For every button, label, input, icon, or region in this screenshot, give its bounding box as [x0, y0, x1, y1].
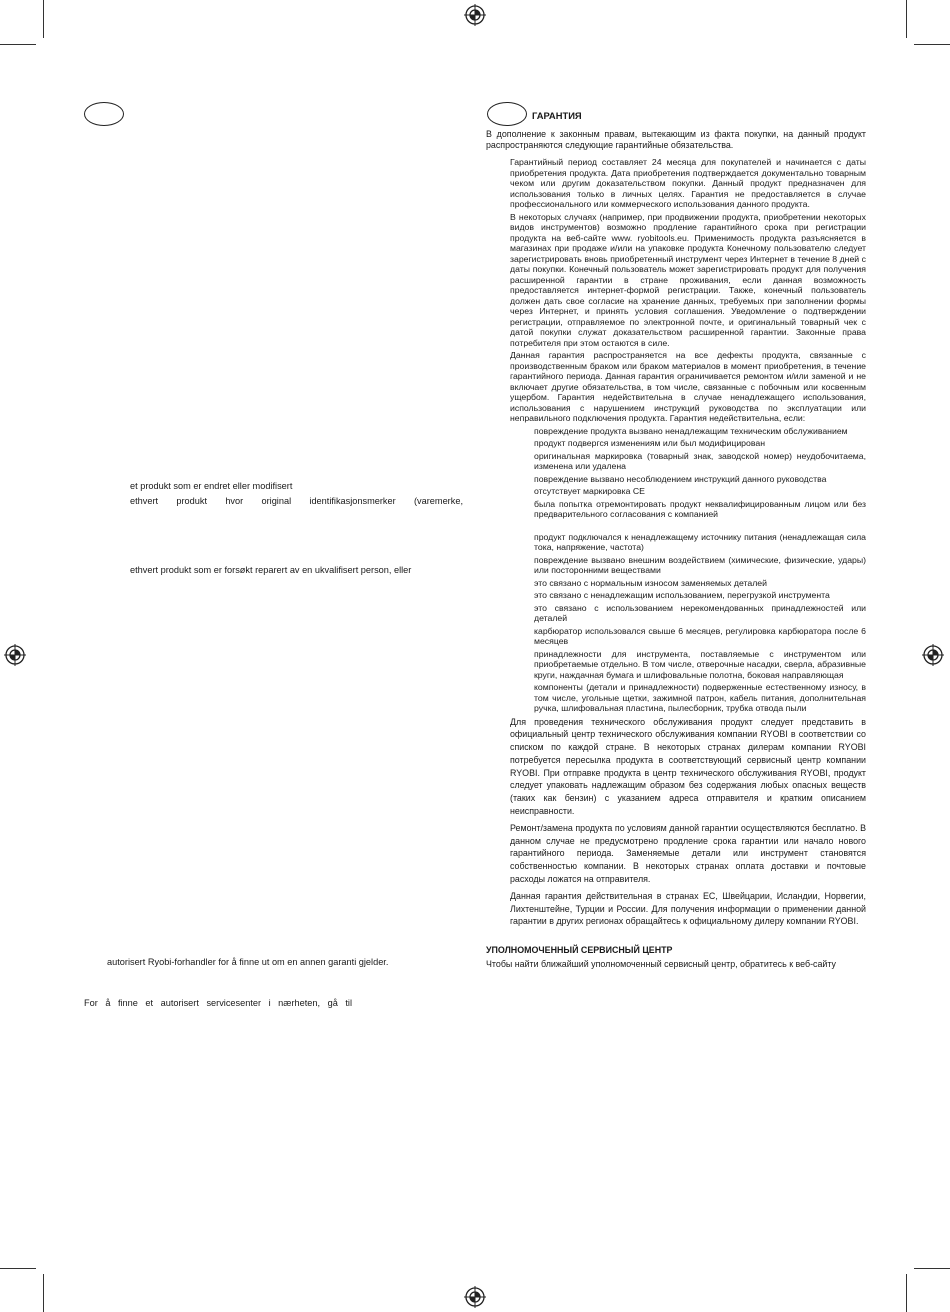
warranty-paragraph: Данная гарантия действительная в странах ЕС, Швейцарии, Исландии, Норвегии, Лихтенштейне, Турции и России. Для получения информации о применении данной гарантии в других регионах обращайтесь к официальному дилеру компании RYOBI. — [510, 890, 866, 927]
list-item: карбюратор использовался свыше 6 месяцев, регулировка карбюратора после 6 месяцев — [534, 625, 866, 646]
list-item: была попытка отремонтировать продукт неквалифицированным лицом или без предварительного согласования с компанией — [534, 498, 866, 519]
crop-mark — [906, 1274, 907, 1312]
registration-mark-icon — [4, 644, 26, 666]
warranty-paragraph: Ремонт/замена продукта по условиям данной гарантии осуществляются бесплатно. В данном случае не предусмотрено продление срока гарантии или начало нового гарантийного периода. Заменяемые детали или инструмент становятся собственностью компании. В некоторых странах оплата доставки и почтовые расходы ложатся на отправителя. — [510, 822, 866, 885]
list-item: это связано с использованием нерекомендованных принадлежностей или деталей — [534, 602, 866, 623]
list-item: оригинальная маркировка (товарный знак, заводской номер) неудобочитаема, изменена или удалена — [534, 450, 866, 471]
list-item: отсутствует маркировка CE — [534, 486, 645, 496]
crop-mark — [43, 1274, 44, 1312]
left-fragment: autorisert Ryobi-forhandler for å finne ut om en annen garanti gjelder. — [107, 957, 389, 967]
registration-mark-icon — [922, 644, 944, 666]
warranty-paragraph: Для проведения технического обслуживания продукт следует представить в официальный центр технического обслуживания компании RYOBI в соответствии со списком по каждой стране. В некоторых странах дилерам компании RYOBI потребуется пересылка продукта в соответствующий сервисный центр компании RYOBI. При отправке продукта в центр технического обслуживания RYOBI, продукт следует упаковать надлежащим образом без содержания любых опасных веществ (таких как бензин) с указанием адреса отправителя и кратким описанием неисправности. — [510, 716, 866, 817]
service-center-title: УПОЛНОМОЧЕННЫЙ СЕРВИСНЫЙ ЦЕНТР — [486, 945, 673, 956]
list-item: это связано с нормальным износом заменяемых деталей — [534, 577, 767, 588]
warranty-paragraph: Гарантийный период составляет 24 месяца для покупателей и начинается с даты приобретения продукта. Дата приобретения подтверждается документально товарным чеком или другим доказательством покупки. Данный продукт предназначен для использования только в личных целях. Гарантия не предоставляется в случае профессионального или коммерческого использования данного продукта. — [510, 157, 866, 209]
list-item: продукт подключался к ненадлежащему источнику питания (ненадлежащая сила тока, напряжение, частота) — [534, 531, 866, 552]
exclusions-list — [534, 426, 866, 714]
list-item: повреждение вызвано несоблюдением инструкций данного руководства — [534, 473, 827, 484]
warranty-paragraph: Данная гарантия распространяется на все дефекты продукта, связанные с производственным браком или браком материалов в момент приобретения, в течение гарантийного периода. Данная гарантия ограничивается ремонтом и/или заменой и не включает другие обязательства, в том числе, связанные с побочным или косвенным ущербом. Гарантия недействительна в случае ненадлежащего использования, использования с нарушением инструкций руководства по эксплуатации или неправильного подключения продукта. Гарантия недействительна, если: — [510, 350, 866, 423]
language-badge — [84, 102, 124, 126]
warranty-intro: В дополнение к законным правам, вытекающим из факта покупки, на данный продукт распространяются следующие гарантийные обязательства. — [486, 129, 866, 150]
left-fragment: ethvert produkt som er forsøkt reparert av en ukvalifisert person, eller — [130, 565, 412, 575]
list-item: повреждение вызвано внешним воздействием (химические, физические, удары) или посторонними веществами — [534, 554, 866, 575]
crop-mark — [906, 0, 907, 38]
left-fragment: For å finne et autorisert servicesenter i nærheten, gå til — [84, 998, 352, 1008]
list-item: продукт подвергся изменениям или был модифицирован — [534, 438, 765, 448]
service-center-text: Чтобы найти ближайший уполномоченный сервисный центр, обратитесь к веб-сайту — [486, 959, 836, 970]
registration-mark-icon — [464, 4, 486, 26]
crop-mark — [914, 1268, 950, 1269]
crop-mark — [0, 1268, 36, 1269]
crop-mark — [914, 44, 950, 45]
crop-mark — [43, 0, 44, 38]
registration-mark-icon — [464, 1286, 486, 1308]
list-item: это связано с ненадлежащим использованием, перегрузкой инструмента — [534, 590, 830, 600]
list-item: повреждение продукта вызвано ненадлежащим техническим обслуживанием — [534, 425, 848, 436]
left-fragment: ethvert produkt hvor original identifikasjonsmerker (varemerke, — [130, 496, 463, 506]
warranty-paragraph: В некоторых случаях (например, при продвижении продукта, приобретении некоторых видов инструментов) возможно продление гарантийного срока при регистрации продукта на веб-сайте www. ryobitools.eu. Применимость продукта разъясняется в магазинах при продаже и/или на упаковке продукта Конечному пользователю следует зарегистрировать вновь приобретенный инструмент через Интернет в течение 8 дней с даты покупки. Конечный пользователь может зарегистрировать продукт для получения расширенной гарантии в стране проживания, если данная возможность предоставляется интернет-формой регистрации. Также, конечный пользователь должен дать свое согласие на хранение данных, требуемых при заполнении формы через Интернет, и принять условия соглашения. Уведомление о подтверждении регистрации, отправляемое по электронной почте, и оригинальный товарный чек с датой покупки служат доказательством расширенной гарантии. Законные права потребителя при этом остаются в силе. — [510, 211, 866, 348]
list-item: принадлежности для инструмента, поставляемые с инструментом или приобретаемые отдельно. В том числе, отверочные насадки, сверла, абразивные круги, наждачная бумага и шлифовальные полотна, боковая направляющая — [534, 648, 866, 680]
list-item: компоненты (детали и принадлежности) подверженные естественному износу, в том числе, угольные щетки, зажимной патрон, кабель питания, дополнительная ручка, шлифовальная пластина, пылесборник, трубка отвода пыли — [534, 682, 866, 713]
crop-mark — [0, 44, 36, 45]
warranty-section — [486, 107, 866, 971]
left-fragment: et produkt som er endret eller modifisert — [130, 481, 293, 491]
warranty-title: ГАРАНТИЯ — [532, 110, 582, 121]
